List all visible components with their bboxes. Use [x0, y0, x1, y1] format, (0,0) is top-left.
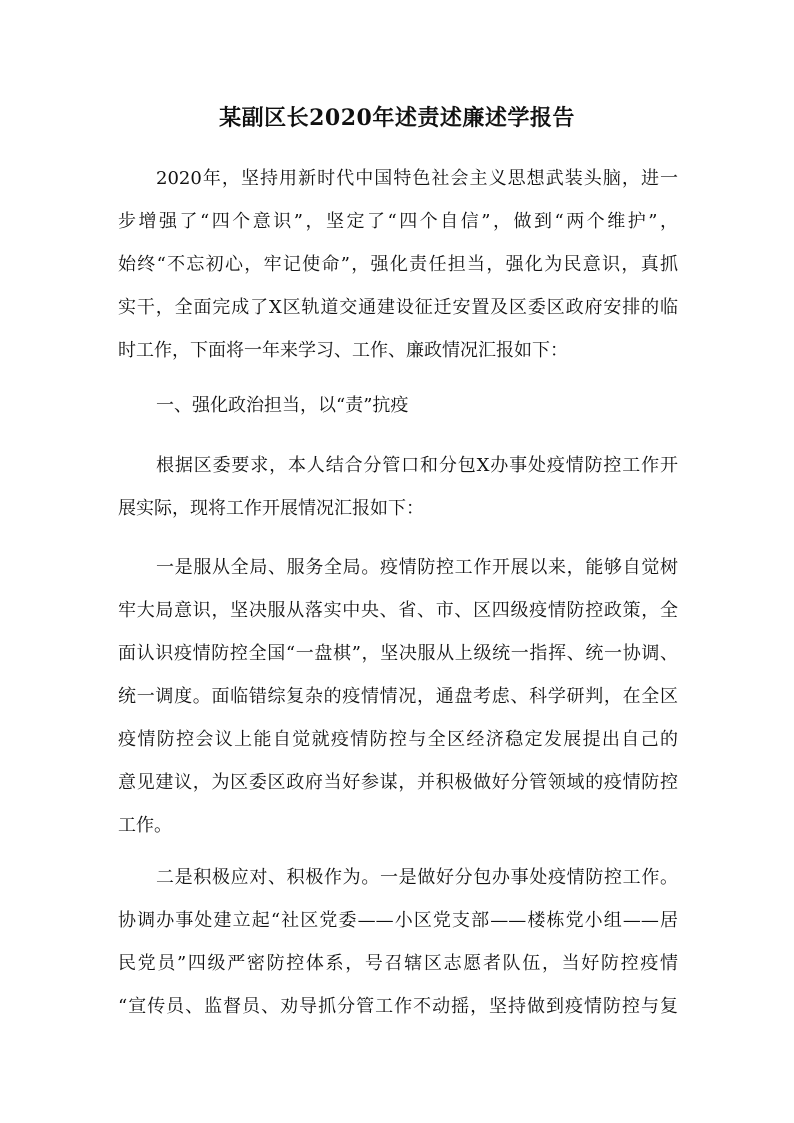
paragraph-line: 工作。	[118, 815, 172, 836]
paragraph-line: 意见建议，为区委区政府当好参谋，并积极做好分管领域的疫情防控	[118, 772, 678, 793]
paragraph-line: 2020年，坚持用新时代中国特色社会主义思想武装头脑，进一	[156, 168, 678, 189]
paragraph-line: 协调办事处建立起“社区党委——小区党支部——楼栋党小组——居	[118, 910, 678, 931]
paragraph-line: 统一调度。面临错综复杂的疫情情况，通盘考虑、科学研判，在全区	[118, 686, 678, 707]
paragraph-line: 二是积极应对、积极作为。一是做好分包办事处疫情防控工作。	[156, 867, 678, 888]
section-heading-text: 一、强化政治担当，以“责”抗疫	[156, 395, 409, 416]
paragraph-line: 疫情防控会议上能自觉就疫情防控与全区经济稳定发展提出自己的	[118, 729, 678, 750]
section-heading	[118, 384, 678, 427]
paragraph-line: “宣传员、监督员、劝导抓分管工作不动摇，坚持做到疫情防控与复	[118, 996, 678, 1017]
paragraph-line: 根据区委要求，本人结合分管口和分包X办事处疫情防控工作开	[156, 455, 678, 476]
paragraph-line: 时工作，下面将一年来学习、工作、廉政情况汇报如下：	[118, 340, 568, 361]
paragraph-line: 一是服从全局、服务全局。疫情防控工作开展以来，能够自觉树	[156, 557, 678, 578]
paragraph-line: 步增强了“四个意识”，坚定了“四个自信”，做到“两个维护”，	[118, 211, 678, 232]
document-title: 某副区长2020年述责述廉述学报告	[219, 105, 575, 131]
paragraph-line: 民党员”四级严密防控体系，号召辖区志愿者队伍，当好防控疫情	[118, 953, 678, 974]
paragraph-intro	[118, 157, 678, 372]
paragraph-line: 牢大局意识，坚决服从落实中央、省、市、区四级疫情防控政策，全	[118, 600, 678, 621]
paragraph-line: 面认识疫情防控全国“一盘棋”，坚决服从上级统一指挥、统一协调、	[118, 643, 678, 664]
paragraph-requirement	[118, 444, 678, 530]
paragraph-point-one	[118, 546, 678, 847]
paragraph-line: 始终“不忘初心，牢记使命”，强化责任担当，强化为民意识，真抓	[118, 254, 678, 275]
paragraph-line: 展实际，现将工作开展情况汇报如下：	[118, 498, 424, 519]
paragraph-line: 实干，全面完成了X区轨道交通建设征迁安置及区委区政府安排的临	[118, 297, 678, 318]
paragraph-point-two	[118, 856, 678, 1028]
